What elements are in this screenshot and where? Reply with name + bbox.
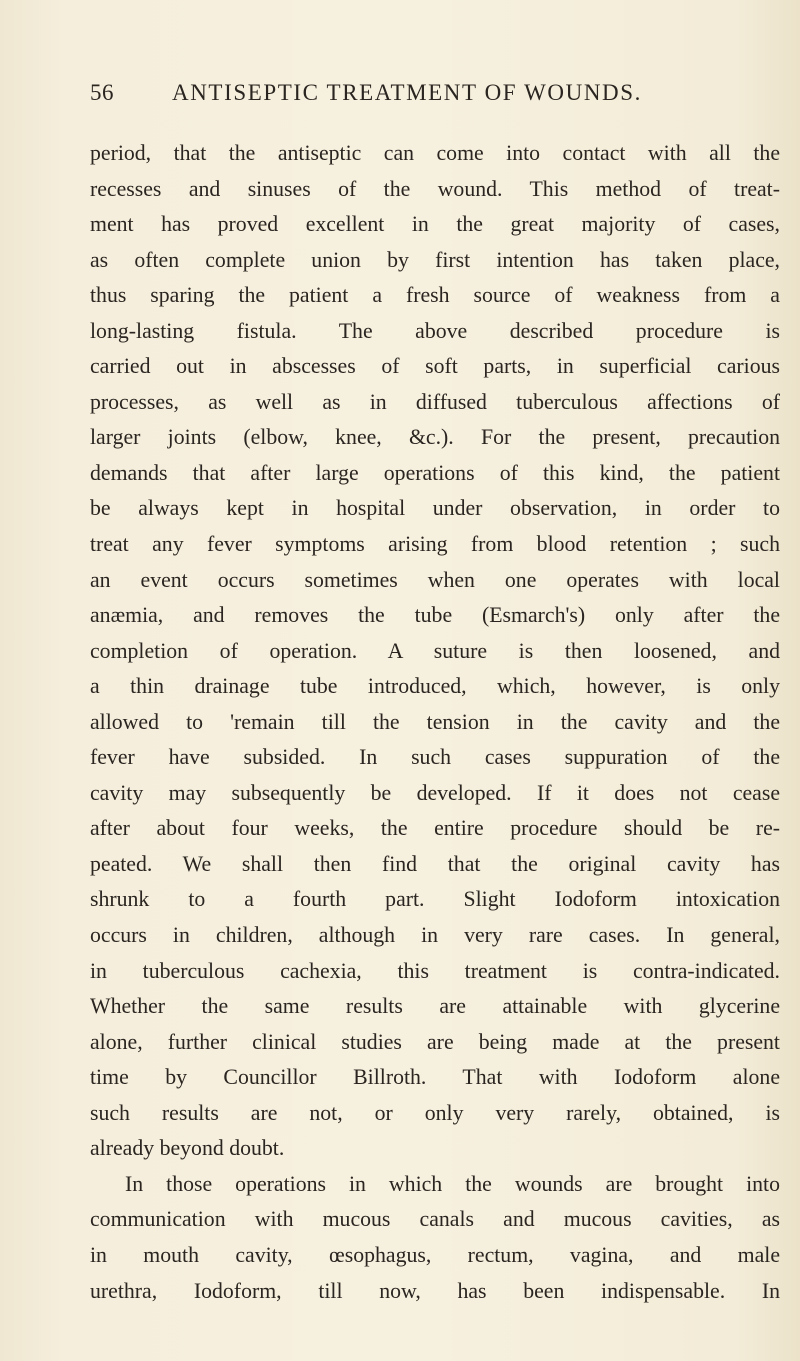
text-line: larger joints (elbow, knee, &c.). For the present, precaution (90, 425, 780, 450)
text-line: cavity may subsequently be developed. If it does not cease (90, 780, 780, 805)
text-line: time by Councillor Billroth. That with Iodoform alone (90, 1065, 780, 1090)
text-line: period, that the antiseptic can come into contact with all the (90, 141, 780, 165)
text-line: Whether the same results are attainable with glycerine (90, 994, 780, 1019)
running-title: ANTISEPTIC TREATMENT OF WOUNDS. (172, 80, 643, 105)
text-line: treat any fever symptoms arising from blood retention ; such (90, 532, 780, 557)
text-line: allowed to 'remain till the tension in the cavity and the (90, 709, 780, 734)
text-line: recesses and sinuses of the wound. This method of treat- (90, 176, 780, 201)
text-line: thus sparing the patient a fresh source of weakness from a (90, 283, 780, 308)
page-number: 56 (90, 80, 114, 105)
text-line: carried out in abscesses of soft parts, in superficial carious (90, 354, 780, 379)
text-line: fever have subsided. In such cases suppuration of the (90, 745, 780, 770)
text-line: as often complete union by first intention has taken place, (90, 247, 780, 272)
text-line: after about four weeks, the entire procedure should be re- (90, 816, 780, 841)
body-text (90, 136, 780, 1309)
text-line: peated. We shall then find that the original cavity has (90, 851, 780, 876)
text-line: shrunk to a fourth part. Slight Iodoform intoxication (90, 887, 780, 912)
text-line: demands that after large operations of this kind, the patient (90, 460, 780, 485)
text-line: long-lasting fistula. The above described procedure is (90, 318, 780, 343)
text-line: be always kept in hospital under observation, in order to (90, 496, 780, 521)
text-line: a thin drainage tube introduced, which, however, is only (90, 674, 780, 699)
text-line: completion of operation. A suture is then loosened, and (90, 638, 780, 663)
text-line: in tuberculous cachexia, this treatment is contra-indicated. (90, 958, 780, 983)
text-line: an event occurs sometimes when one operates with local (90, 567, 780, 592)
text-line: communication with mucous canals and mucous cavities, as (90, 1207, 780, 1232)
text-line: in mouth cavity, œsophagus, rectum, vagina, and male (90, 1242, 780, 1267)
text-line: processes, as well as in diffused tuberculous affections of (90, 389, 780, 414)
text-line: ment has proved excellent in the great majority of cases, (90, 212, 780, 237)
text-line: such results are not, or only very rarely, obtained, is (90, 1100, 780, 1125)
text-line: occurs in children, although in very rare cases. In general, (90, 923, 780, 948)
text-line: urethra, Iodoform, till now, has been indispensable. In (90, 1278, 780, 1303)
text-line: anæmia, and removes the tube (Esmarch's) only after the (90, 603, 780, 628)
text-line: alone, further clinical studies are being made at the present (90, 1029, 780, 1054)
paragraph-end-line: already beyond doubt. (90, 1136, 285, 1161)
running-head (90, 80, 780, 114)
paragraph-start-line: In those operations in which the wounds are brought into (125, 1171, 780, 1196)
